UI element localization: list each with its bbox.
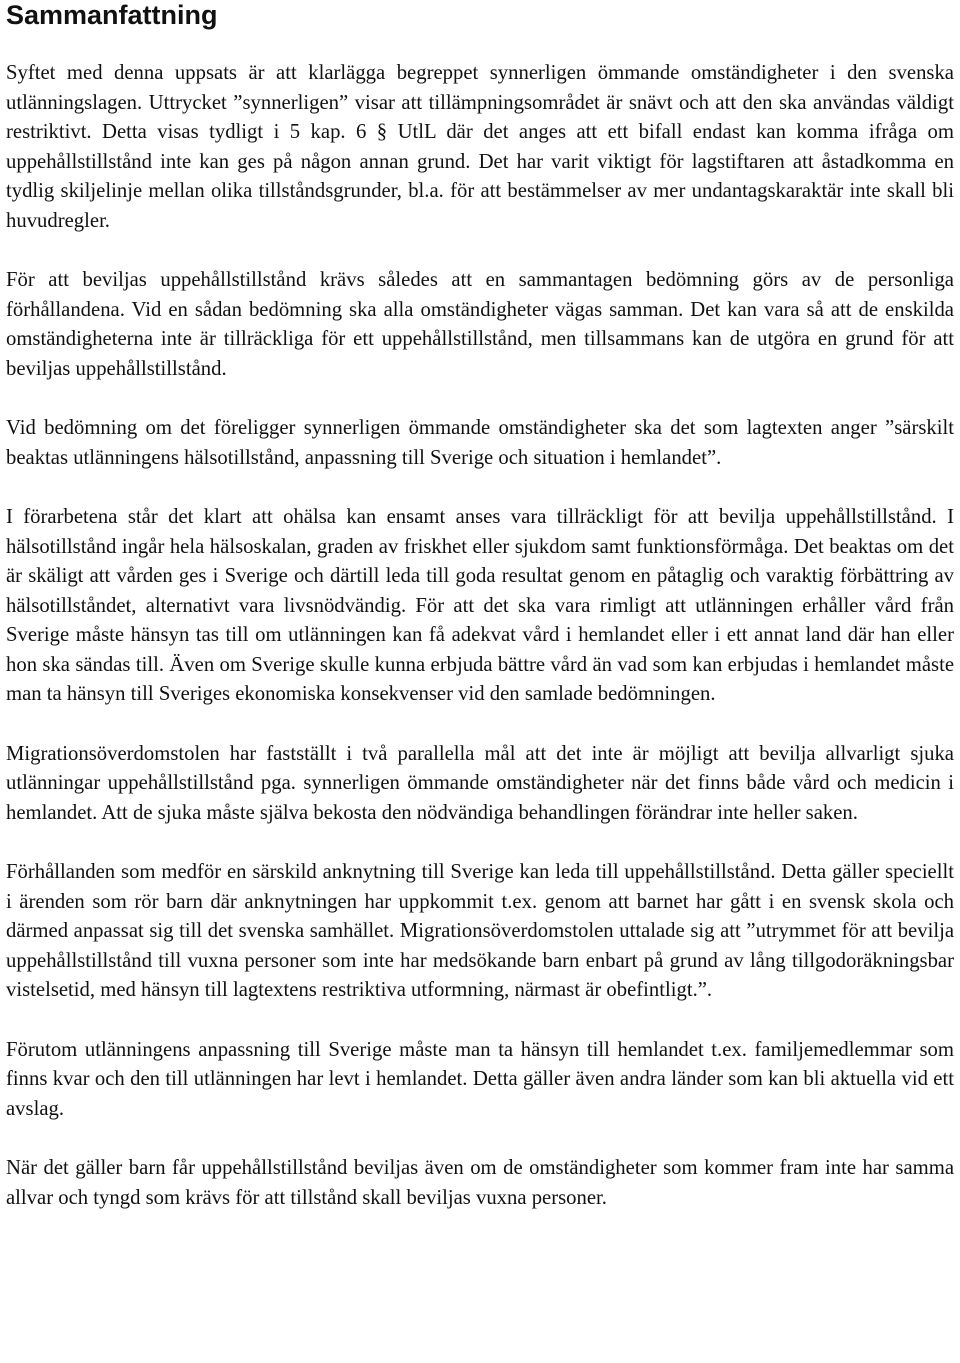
paragraph-attachment-to-sweden: Förhållanden som medför en särskild anknytning till Sverige kan leda till uppehållstillstånd. Detta gäller speciellt i ärenden som rör barn där anknytningen har uppkommit t.ex. genom att barnet har gått i en svensk skola och därmed anpassat sig till det svenska samhället. Migrationsöverdomstolen uttalade sig att ”utrymmet för att bevilja uppehållstillstånd till vuxna personer som inte har medsökande barn enbart på grund av lång tillgodoräkningsbar vistelsetid, med hänsyn till lagtextens restriktiva utformning, närmast är obefintligt.”.	[6, 861, 954, 1002]
document-page	[6, 0, 954, 1213]
paragraph-children: När det gäller barn får uppehållstillstånd beviljas även om de omständigheter som kommer fram inte har samma allvar och tyngd som krävs för att tillstånd skall beviljas vuxna personer.	[6, 1156, 954, 1209]
paragraph-health: I förarbetena står det klart att ohälsa kan ensamt anses vara tillräckligt för att bevilja uppehållstillstånd. I hälsotillstånd ingår hela hälsoskalan, graden av friskhet eller sjukdom samt funktionsförmåga. Det beaktas om det är skäligt att vården ges i Sverige och därtill leda till goda resultat genom en påtaglig och varaktig förbättring av hälsotillståndet, alternativt vara livsnödvändig. För att det ska vara rimligt att utlänningen erhåller vård från Sverige måste hänsyn tas till om utlänningen kan få adekvat vård i hemlandet eller i ett annat land där han eller hon ska sändas till. Även om Sverige skulle kunna erbjuda bättre vård än vad som kan erbjudas i hemlandet måste man ta hänsyn till Sveriges ekonomiska konsekvenser vid den samlade bedömningen.	[6, 505, 954, 706]
paragraph-assessment-factors: Vid bedömning om det föreligger synnerligen ömmande omständigheter ska det som lagtexten anger ”särskilt beaktas utlänningens hälsotillstånd, anpassning till Sverige och situation i hemlandet”.	[6, 417, 954, 469]
paragraph-overall-assessment: För att beviljas uppehållstillstånd krävs således att en sammantagen bedömning görs av de personliga förhållandena. Vid en sådan bedömning ska alla omständigheter vägas samman. Det kan vara så att de enskilda omständigheterna inte är tillräckliga för ett uppehållstillstånd, men tillsammans kan de utgöra en grund för att beviljas uppehållstillstånd.	[6, 269, 954, 380]
document-body	[6, 59, 954, 1213]
paragraph-home-country: Förutom utlänningens anpassning till Sverige måste man ta hänsyn till hemlandet t.ex. familjemedlemmar som finns kvar och den till utlänningen har levt i hemlandet. Detta gäller även andra länder som kan bli aktuella vid ett avslag.	[6, 1038, 954, 1120]
paragraph-purpose: Syftet med denna uppsats är att klarlägga begreppet synnerligen ömmande omständigheter i den svenska utlänningslagen. Uttrycket ”synnerligen” visar att tillämpningsområdet är snävt och att den ska användas väldigt restriktivt. Detta visas tydligt i 5 kap. 6 § UtlL där det anges att ett bifall endast kan komma ifråga om uppehållstillstånd inte kan ges på någon annan grund. Det har varit viktigt för lagstiftaren att åstadkomma en tydlig skiljelinje mellan olika tillståndsgrunder, bl.a. för att bestämmelser av mer undantagskaraktär inte skall bli huvudregler.	[6, 62, 954, 232]
section-heading: Sammanfattning	[6, 0, 218, 30]
paragraph-migration-court-cases: Migrationsöverdomstolen har fastställt i två parallella mål att det inte är möjligt att bevilja allvarligt sjuka utlänningar uppehållstillstånd pga. synnerligen ömmande omständigheter när det finns både vård och medicin i hemlandet. Att de sjuka måste själva bekosta den nödvändiga behandlingen förändrar inte heller saken.	[6, 742, 954, 824]
